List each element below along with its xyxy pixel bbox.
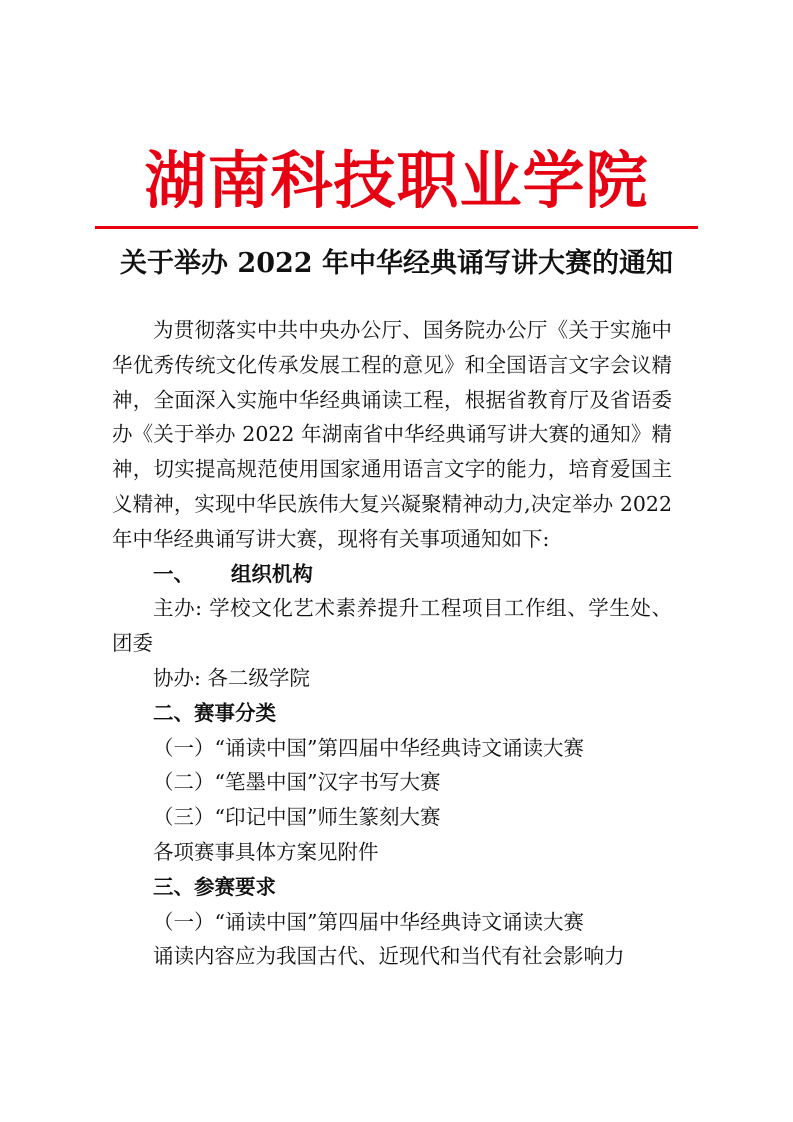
section-heading-organization xyxy=(112,557,672,592)
intro-paragraph: 为贯彻落实中共中央办公厅、国务院办公厅《关于实施中华优秀传统文化传承发展工程的意见》和全国语言文字会议精神，全面深入实施中华经典诵读工程，根据省教育厅及省语委办《关于举办 2022 年湖南省中华经典诵写讲大赛的通知》精神，切实提高规范使用国家通用语言文字的能力，培育爱国主义精神，实现中华民族伟大复兴凝聚精神动力,决定举办 2022 年中华经典诵写讲大赛，现将有关事项通知如下: xyxy=(112,318,672,551)
organization-name: 湖南科技职业学院 xyxy=(144,147,649,216)
co-host-line: 协办: 各二级学院 xyxy=(153,665,310,690)
section-number: 一、 xyxy=(153,561,194,586)
notice-title: 关于举办 2022 年中华经典诵写讲大赛的通知 xyxy=(120,248,673,279)
requirement-text: 诵读内容应为我国古代、近现代和当代有社会影响力 xyxy=(153,944,625,969)
section-heading-categories: 二、赛事分类 xyxy=(153,700,276,725)
section-heading-text: 组织机构 xyxy=(230,561,313,586)
host-line: 主办: 学校文化艺术素养提升工程项目工作组、学生处、团委 xyxy=(112,596,672,656)
requirement-subheading: （一）“诵读中国”第四届中华经典诗文诵读大赛 xyxy=(153,909,584,934)
section-heading-requirements: 三、参赛要求 xyxy=(153,874,276,899)
category-item: （二）“笔墨中国”汉字书写大赛 xyxy=(153,770,441,795)
red-header-rule xyxy=(95,226,698,229)
category-item: （一）“诵读中国”第四届中华经典诗文诵读大赛 xyxy=(153,735,584,760)
notice-body xyxy=(112,313,672,974)
category-item: （三）“印记中国”师生篆刻大赛 xyxy=(153,805,441,830)
category-note: 各项赛事具体方案见附件 xyxy=(153,839,379,864)
